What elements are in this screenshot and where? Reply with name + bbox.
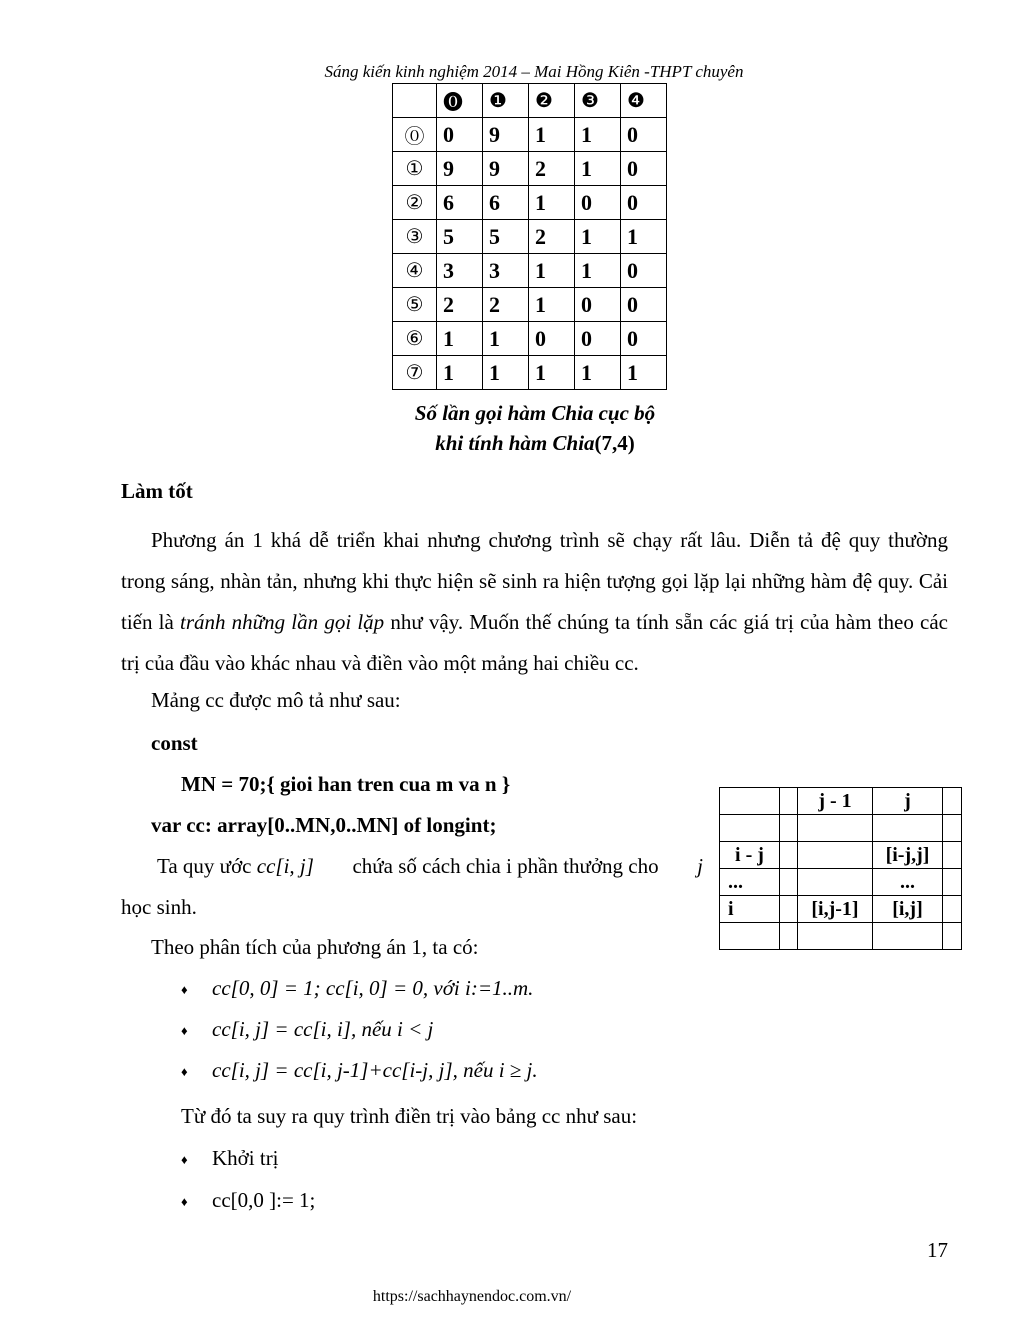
table-row [393, 322, 667, 356]
rule-1 [181, 976, 533, 1001]
para-text: Ta quy ước [157, 854, 257, 878]
grid-cell: ... [873, 869, 943, 896]
para-text: Phương án 1 khá dễ triển khai nhưng chương trình sẽ chạy rất lâu. Diễn tả đệ quy thường trong sáng, nhàn tản, nhưng khi thực hiện sẽ sinh ra hiện tượng gọi lặp lại những hàm đệ quy. Cải tiến là [121, 528, 948, 634]
page-number: 17 [927, 1238, 948, 1262]
para-text: như vậy. Muốn thế chúng ta tính sẵn các giá trị của hàm theo các trị của đầu vào khác nhau và điền vào một mảng hai chiều cc. [121, 610, 948, 675]
table-cell: 6 [437, 186, 483, 220]
table-cell: 9 [483, 118, 529, 152]
grid-cell [943, 869, 962, 896]
table-cell: 0 [621, 152, 667, 186]
call-count-table [392, 83, 667, 390]
grid-cell [798, 869, 873, 896]
grid-row [720, 788, 962, 815]
table-cell: 3 [483, 254, 529, 288]
grid-cell [780, 842, 798, 869]
table-cell: 1 [483, 356, 529, 390]
para-text: chứa số cách chia i phần thưởng cho [352, 854, 659, 878]
rule-2 [181, 1017, 433, 1042]
convention-line-2: học sinh. [121, 895, 197, 919]
table-cell: 0 [621, 288, 667, 322]
table-header-row [393, 84, 667, 118]
table-cell: 1 [483, 322, 529, 356]
convention-left [157, 854, 314, 879]
code-index: [i, j] [275, 854, 314, 878]
code-const: const [151, 731, 198, 755]
grid-cell: j [873, 788, 943, 815]
grid-cell [780, 788, 798, 815]
table-cell: 1 [529, 356, 575, 390]
grid-cell: ... [720, 869, 780, 896]
table-cell: 2 [483, 288, 529, 322]
table-cell: 1 [621, 220, 667, 254]
grid-cell: j - 1 [798, 788, 873, 815]
table-cell: 2 [437, 288, 483, 322]
row-header: ② [393, 186, 437, 220]
table-cell: 9 [437, 152, 483, 186]
table-cell: 1 [437, 322, 483, 356]
grid-row [720, 815, 962, 842]
para-emphasis: tránh những lần gọi lặp [180, 610, 385, 634]
array-description: Mảng cc được mô tả như sau: [151, 688, 401, 712]
table-cell: 0 [621, 254, 667, 288]
table-cell: 2 [529, 152, 575, 186]
table-cell: 2 [529, 220, 575, 254]
grid-row [720, 842, 962, 869]
col-header: ❸ [575, 84, 621, 118]
table-cell: 9 [483, 152, 529, 186]
row-header: ⑤ [393, 288, 437, 322]
grid-cell [720, 788, 780, 815]
table-cell: 0 [621, 186, 667, 220]
grid-cell [943, 788, 962, 815]
table-cell: 0 [621, 118, 667, 152]
step-1 [181, 1146, 279, 1171]
step-2 [181, 1188, 315, 1213]
table-cell: 1 [575, 220, 621, 254]
table-cell: 5 [483, 220, 529, 254]
table-cell: 1 [529, 288, 575, 322]
procedure-intro: Từ đó ta suy ra quy trình điền trị vào bảng cc như sau: [181, 1104, 638, 1128]
table-cell: 0 [575, 322, 621, 356]
table-row [393, 118, 667, 152]
row-header: ⑥ [393, 322, 437, 356]
col-header: ❹ [621, 84, 667, 118]
table-cell: 1 [437, 356, 483, 390]
table-row [393, 186, 667, 220]
grid-row [720, 869, 962, 896]
caption-italic: khi tính hàm Chia [435, 431, 595, 455]
bullet-icon: ♦ [181, 1152, 188, 1168]
grid-row [720, 896, 962, 923]
grid-cell: [i,j-1] [798, 896, 873, 923]
grid-cell: i [720, 896, 780, 923]
grid-cell: [i,j] [873, 896, 943, 923]
table-row [393, 220, 667, 254]
footer-url: https://sachhaynendoc.com.vn/ [372, 1288, 572, 1305]
table-cell: 1 [529, 254, 575, 288]
step-text: cc[0,0 ]:= 1; [212, 1188, 316, 1212]
grid-cell [943, 896, 962, 923]
col-header: ❶ [483, 84, 529, 118]
table-cell: 1 [529, 186, 575, 220]
code-mn: MN = 70;{ gioi han tren cua m va n } [181, 772, 511, 796]
table-caption-line1: Số lần gọi hàm Chia cục bộ [414, 401, 656, 425]
row-header: ③ [393, 220, 437, 254]
table-cell: 3 [437, 254, 483, 288]
code-var: var cc: array[0..MN,0..MN] of longint; [151, 813, 497, 837]
row-header: ⑦ [393, 356, 437, 390]
code-j: j [697, 854, 703, 878]
row-header: ⓪ [393, 118, 437, 152]
table-cell: 1 [575, 152, 621, 186]
grid-row [720, 923, 962, 950]
bullet-icon: ♦ [181, 1064, 188, 1080]
grid-cell [780, 896, 798, 923]
page-header: Sáng kiến kinh nghiệm 2014 – Mai Hồng Kiên -THPT chuyên [324, 62, 744, 81]
bullet-icon: ♦ [181, 982, 188, 998]
analysis-intro: Theo phân tích của phương án 1, ta có: [151, 935, 479, 959]
bullet-icon: ♦ [181, 1023, 188, 1039]
row-header: ① [393, 152, 437, 186]
rule-3 [181, 1058, 538, 1083]
table-cell: 1 [529, 118, 575, 152]
paragraph-intro [121, 520, 948, 684]
caption-args: (7,4) [594, 431, 635, 455]
grid-cell: [i-j,j] [873, 842, 943, 869]
step-text: Khởi trị [212, 1146, 279, 1170]
convention-line [157, 854, 703, 879]
grid-cell [798, 842, 873, 869]
table-cell: 0 [621, 322, 667, 356]
table-row [393, 288, 667, 322]
table-row [393, 254, 667, 288]
corner-cell [393, 84, 437, 118]
table-cell: 6 [483, 186, 529, 220]
table-row [393, 152, 667, 186]
rule-text: cc[0, 0] = 1; cc[i, 0] = 0, với i:=1..m. [212, 976, 534, 1000]
table-cell: 0 [575, 186, 621, 220]
grid-cell [943, 842, 962, 869]
grid-cell [780, 869, 798, 896]
col-header: ❷ [529, 84, 575, 118]
rule-text: cc[i, j] = cc[i, j-1]+cc[i-j, j], nếu i ≥ j. [212, 1058, 538, 1082]
table-cell: 0 [529, 322, 575, 356]
table-cell: 0 [437, 118, 483, 152]
table-cell: 1 [621, 356, 667, 390]
table-cell: 1 [575, 254, 621, 288]
code-cc: cc [256, 854, 276, 878]
table-caption-line2 [392, 428, 678, 458]
bullet-icon: ♦ [181, 1194, 188, 1210]
cc-index-diagram [719, 787, 962, 950]
grid-cell: i - j [720, 842, 780, 869]
rule-text: cc[i, j] = cc[i, i], nếu i < j [212, 1017, 434, 1041]
table-cell: 1 [575, 356, 621, 390]
table-row [393, 356, 667, 390]
table-cell: 1 [575, 118, 621, 152]
table-cell: 0 [575, 288, 621, 322]
section-heading: Làm tốt [121, 479, 193, 503]
table-cell: 5 [437, 220, 483, 254]
row-header: ④ [393, 254, 437, 288]
col-header: ⓿ [437, 84, 483, 118]
